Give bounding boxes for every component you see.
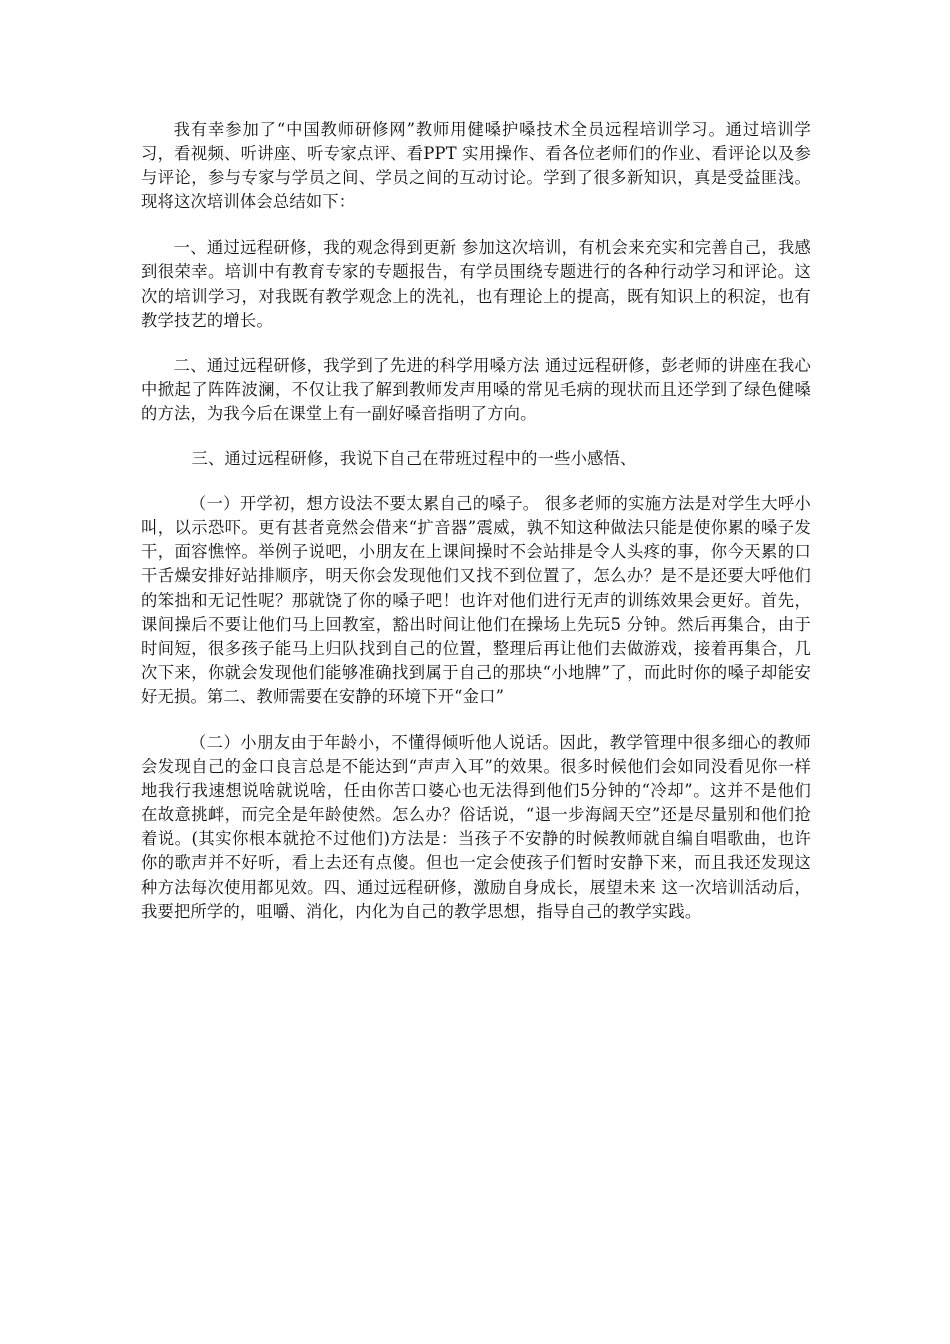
paragraph-section-three-heading: 三、通过远程研修，我说下自己在带班过程中的一些小感悟、 [191,449,637,469]
paragraph-section-two: 二、通过远程研修，我学到了先进的科学用嗓方法 通过远程研修，彭老师的讲座在我心中掀起了阵阵波澜，不仅让我了解到教师发声用嗓的常见毛病的现状而且还学到了绿色健嗓的方法，为我今后在课堂上有一副好嗓音指明了方向。 [141,355,811,423]
paragraph-subsection-one: （一）开学初，想方设法不要太累自己的嗓子。 很多老师的实施方法是对学生大呼小叫，以示恐吓。更有甚者竟然会借来“扩音器”震威，孰不知这种做法只能是使你累的嗓子发干，面容憔悴。举例子说吧，小朋友在上课间操时不会站排是令人头疼的事，你今天累的口干舌燥安排好站排顺序，明天你会发现他们又找不到位置了，怎么办？是不是还要大呼他们的笨拙和无记性呢？那就饶了你的嗓子吧！也许对他们进行无声的训练效果会更好。首先，课间操后不要让他们马上回教室，豁出时间让他们在操场上先玩5 分钟。然后再集合，由于时间短，很多孩子能马上归队找到自己的位置，整理后再让他们去做游戏，接着再集合，几次下来，你就会发现他们能够准确找到属于自己的那块“小地牌”了，而此时你的嗓子却能安好无损。第二、教师需要在安静的环境下开“金口” [141,494,811,706]
paragraph-intro: 我有幸参加了“中国教师研修网”教师用健嗓护嗓技术全员远程培训学习。通过培训学习，看视频、听讲座、听专家点评、看PPT 实用操作、看各位老师们的作业、看评论以及参与评论，参与专家与学员之间、学员之间的互动讨论。学到了很多新知识，真是受益匪浅。现将这次培训体会总结如下： [141,120,811,212]
paragraph-subsection-two: （二）小朋友由于年龄小，不懂得倾听他人说话。因此，教学管理中很多细心的教师会发现自己的金口良言总是不能达到“声声入耳”的效果。很多时候他们会如同没看见你一样地我行我速想说啥就说啥，任由你苦口婆心也无法得到他们5分钟的“冷却”。这并不是他们在故意挑衅，而完全是年龄使然。怎么办？俗话说，“退一步海阔天空”还是尽量别和他们抢着说。(其实你根本就抢不过他们)方法是：当孩子不安静的时候教师就自编自唱歌曲，也许你的歌声并不好听，看上去还有点傻。但也一定会使孩子们暂时安静下来，而且我还发现这种方法每次使用都见效。四、通过远程研修，激励自身成长，展望未来 这一次培训活动后，我要把所学的，咀嚼、消化，内化为自己的教学思想，指导自己的教学实践。 [141,732,811,921]
paragraph-section-one: 一、通过远程研修，我的观念得到更新 参加这次培训，有机会来充实和完善自己，我感到很荣幸。培训中有教育专家的专题报告，有学员围绕专题进行的各种行动学习和评论。这次的培训学习，对我既有教学观念上的洗礼，也有理论上的提高，既有知识上的积淀，也有教学技艺的增长。 [141,238,811,330]
document-page [141,118,811,924]
